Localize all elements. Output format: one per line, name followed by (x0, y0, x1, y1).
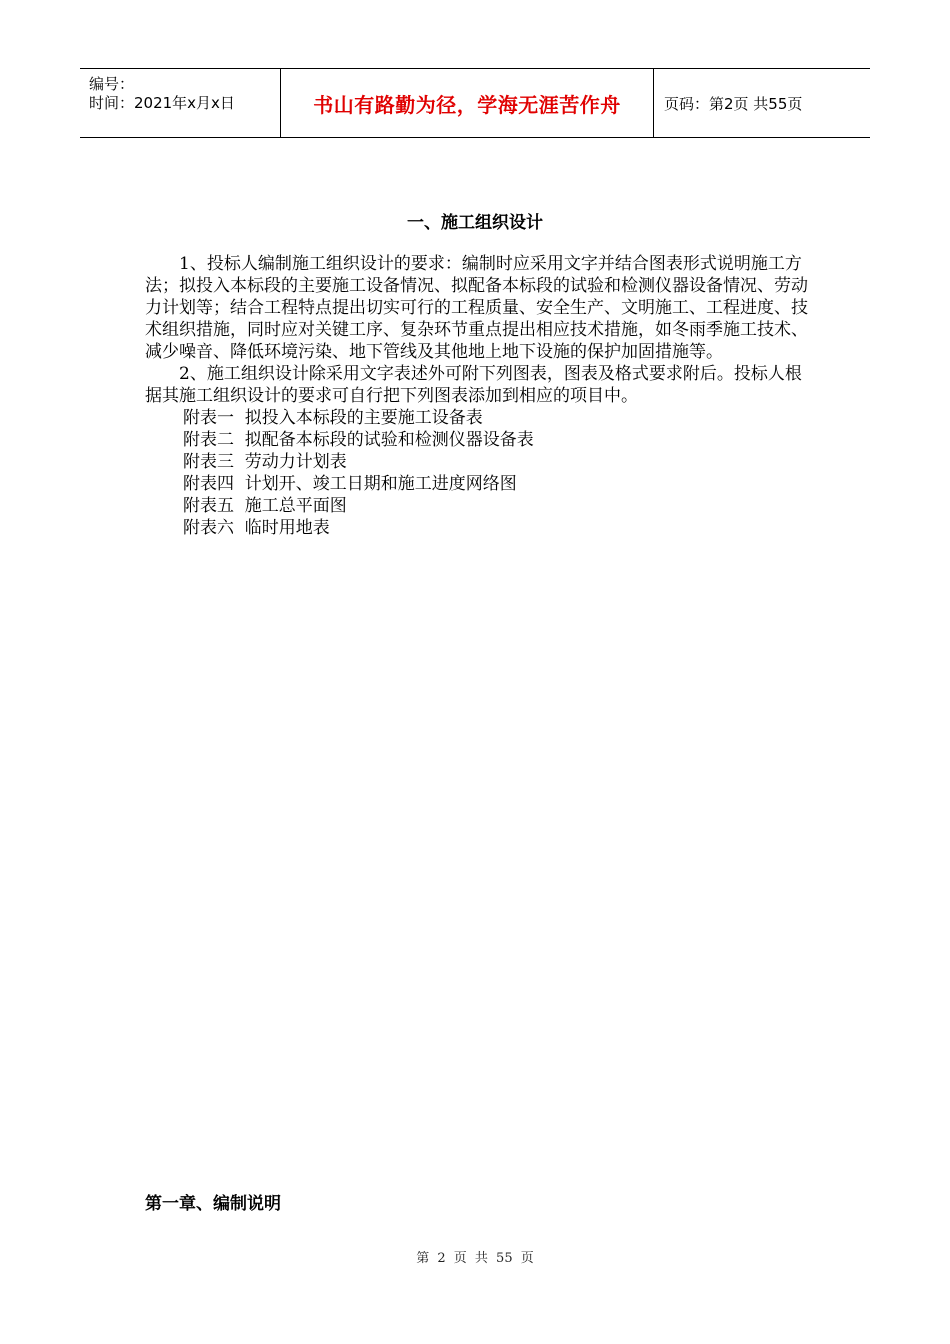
appendix-item: 附表六 临时用地表 (183, 518, 330, 538)
header-meta-cell (80, 69, 281, 137)
document-number-label: 编号： (89, 75, 135, 93)
page-header (80, 68, 870, 138)
header-motto: 书山有路勤为径，学海无涯苦作舟 (313, 92, 621, 117)
page-footer: 第 2 页 共 55 页 (416, 1251, 534, 1266)
appendix-item: 附表三 劳动力计划表 (183, 452, 347, 472)
chapter-title: 第一章、编制说明 (145, 1194, 281, 1214)
appendix-item: 附表一 拟投入本标段的主要施工设备表 (183, 408, 483, 428)
header-motto-cell (281, 69, 654, 137)
section-title: 一、施工组织设计 (407, 213, 543, 233)
header-page-label: 页码：第2页 共55页 (664, 94, 803, 113)
section-body (145, 253, 810, 539)
header-page-cell (654, 69, 870, 137)
document-date-label: 时间：2021年x月x日 (89, 94, 235, 112)
appendix-item: 附表二 拟配备本标段的试验和检测仪器设备表 (183, 430, 534, 450)
paragraph-2: 2、施工组织设计除采用文字表述外可附下列图表，图表及格式要求附后。投标人根据其施工组织设计的要求可自行把下列图表添加到相应的项目中。 (145, 364, 802, 406)
appendix-item: 附表五 施工总平面图 (183, 496, 347, 516)
paragraph-1: 1、投标人编制施工组织设计的要求：编制时应采用文字并结合图表形式说明施工方法；拟投入本标段的主要施工设备情况、拟配备本标段的试验和检测仪器设备情况、劳动力计划等；结合工程特点提出切实可行的工程质量、安全生产、文明施工、工程进度、技术组织措施，同时应对关键工序、复杂环节重点提出相应技术措施，如冬雨季施工技术、减少噪音、降低环境污染、地下管线及其他地上地下设施的保护加固措施等。 (145, 254, 808, 362)
appendix-item: 附表四 计划开、竣工日期和施工进度网络图 (183, 474, 517, 494)
